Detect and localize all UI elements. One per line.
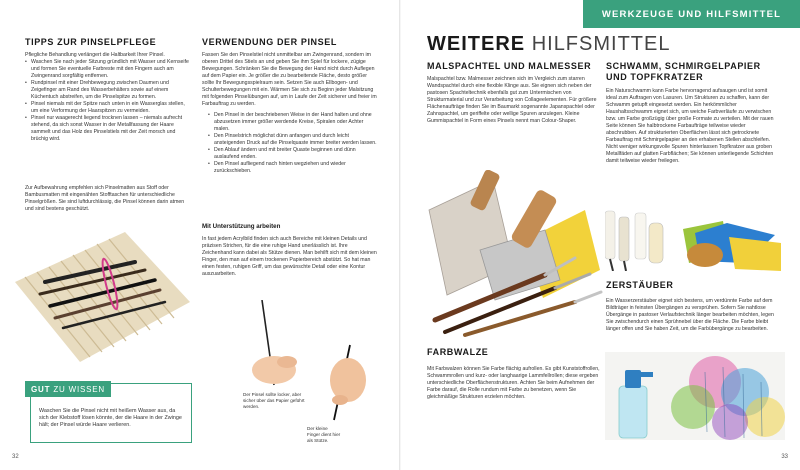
list-item: • Rundpinsel mit einer Drehbewegung zwischen Daumen und Zeigefinger am Rand des Wasserbehälters sowie auf einem Küchentuch abstreifen, um die Pinselspitze zu formen. — [25, 80, 193, 101]
page-title-light: HILFSMITTEL — [531, 33, 671, 55]
sponges-rollers-photo — [605, 203, 783, 271]
usage-heading: VERWENDUNG DER PINSEL — [202, 37, 337, 47]
storage-text: Zur Aufbewahrung empfehlen sich Pinselmatten aus Stoff oder Bambusmatten mit eingenähten Stofftaschen für unterschiedliche Pinselgrößen. Sie sind luftdurchlässig, die Pinsel können darin atmen und sind bestens geschützt. — [25, 185, 185, 212]
list-item: • Den Pinsel aufliegend nach hinten wegziehen und wieder zurückschieben. — [208, 161, 378, 175]
support-heading: Mit Unterstützung arbeiten — [202, 223, 281, 230]
spray-bottle-photo — [605, 352, 785, 440]
hand-brush-photo — [232, 300, 382, 430]
palette-knives-photo — [425, 170, 603, 340]
page-title — [427, 33, 670, 56]
farbwalze-heading: FARBWALZE — [427, 347, 489, 357]
page-title-bold: WEITERE — [427, 33, 526, 55]
support-text: In fast jedem Acrylbild finden sich auch Bereiche mit kleinen Details und präzisen Strichen, für die eine ruhige Hand unerlässlich ist. Ihre Zeichenhand kann dabei als Stütze dienen. Man behilft sich mit dem kleinen Finger, den man auf einem trockenen Papierbereich abstützt. So hat man einen festen, ruhigen Griff, um das gewünschte Detail oder eine Kontur auszuarbeiten. — [202, 236, 377, 277]
info-box-label-rest: ZU WISSEN — [53, 384, 105, 394]
info-box-label — [25, 381, 111, 397]
list-item: • Pinsel nur waagerecht liegend trocknen lassen – niemals aufrecht stehend, da sich sonst Wasser in der Metallfassung der Haare sammelt und das Holz des Pinselstiels mit der Zeit morsch und brüchig wird. — [25, 115, 193, 143]
spachtel-heading: MALSPACHTEL UND MALMESSER — [427, 61, 592, 71]
list-item: • Den Ablauf ändern und mit breiter Quaste beginnen und dünn auslaufend enden. — [208, 147, 378, 161]
tips-heading: TIPPS ZUR PINSELPFLEGE — [25, 37, 157, 47]
list-item: • Den Pinselstrich möglichst dünn anfangen und durch leicht ansteigenden Druck auf die Pinselquaste immer breiter werden lassen. — [208, 133, 378, 147]
caption-brush-grip: Der Pinsel sollte locker, aber sicher über das Papier geführt werden. — [243, 392, 305, 409]
info-box-label-bold: GUT — [31, 384, 51, 394]
tips-intro: Pflegliche Behandlung verlängert die Haltbarkeit Ihrer Pinsel. — [25, 52, 165, 58]
schwamm-text: Ein Naturschwamm kann Farbe hervorragend aufsaugen und ist somit ideal zum Auftragen von Lasuren. Um Strukturen zu schaffen, kann der Schwamm getupft eingesetzt werden. Ein herkömmlicher Haushaltsschwamm eignet sich, um weiche Farbverläufe zu verwischen bzw. um Farbe großzügig über große Formate zu verteilen. Mit der rauen Seite können Sie halbtrockene Farbaufträge teilweise wieder abschrubben. Auf strukturierten Oberflächen lässt sich getrocknete Farbauftrag mit Schmirgelpapier an den erhabenen Stellen abschleifen. Nicht weniger wirkungsvolle Spuren hinterlassen Topfkratzer aus groben Metallfäden auf glatten Farbflächen; Sie können unterliegende Schichten damit teilweise wieder freilegen. — [606, 88, 774, 164]
usage-list — [202, 112, 378, 175]
farbwalze-text: Mit Farbwalzen können Sie Farbe flächig aufrollen. Es gibt Kunststoffrollen, Schwammrollen und kurz- oder langhaarige Lammfellrollen; diese ergeben unterschiedliche Oberflächenstrukturen. Achten Sie beim Aufnehmen der Farbe darauf, die Rolle rundum mit Farbe zu benetzen, wenn Sie gleichmäßige Strukturen erzielen möchten. — [427, 366, 600, 400]
zerstaeuber-heading: ZERSTÄUBER — [606, 280, 674, 290]
spachtel-text: Malspachtel bzw. Malmesser zeichnen sich im Vergleich zum starren Wandspachtel durch eine flexible Klinge aus. Sie eignen sich neben der pastosen Spachteltechnik ebenfalls gut zum Untermischen von Strukturmaterial und zur Verarbeitung von Collageelementen. Für größere Flächenaufträge finden Sie im Baumarkt sogenannte Japanspachtel oder Zahnspachtel, um geriffelte oder wellige Spuren anzulegen. Kleine Gummispachtel in Form eines Pinsels nennt man Colour-Shaper. — [427, 76, 597, 124]
usage-block — [202, 52, 378, 175]
section-banner: WERKZEUGE UND HILFSMITTEL — [583, 0, 800, 28]
list-item: • Den Pinsel in der beschriebenen Weise in der Hand halten und ohne abzusetzen immer größer werdende Kreise, Spiralen oder Achter malen. — [208, 112, 378, 133]
page-number-right: 33 — [781, 454, 788, 460]
info-box-text: Waschen Sie die Pinsel nicht mit heißem Wasser aus, da sich der Klebstoff lösen könnte, der die Haare in der Zwinge hält; der Pinsel würde Haare verlieren. — [39, 408, 182, 428]
zerstaeuber-text: Ein Wasserzerstäuber eignet sich bestens, um verdünnte Farbe auf dem Bildträger in feinsten Übergängen zu versprühen. Sofern Sie nahtlose Übergänge in pastoser Verlaufstechnik länger bearbeiten möchten, legen Sie zwischendurch einen Sprühnebel über die Fläche. Die Farbe bleibt länger offen und Sie haben Zeit, um die Farbübergänge zu bearbeiten. — [606, 298, 774, 332]
caption-finger-support: Der kleine Finger dient hier als Stütze. — [307, 426, 341, 443]
brush-mat-photo — [5, 222, 195, 372]
tips-list — [25, 59, 193, 143]
list-item: • Pinsel niemals mit der Spitze nach unten in ein Wasserglas stellen, um eine Verformung der Haarspitzen zu vermeiden. — [25, 101, 193, 115]
page-number-left: 32 — [12, 454, 19, 460]
tips-block — [25, 52, 193, 143]
usage-intro: Fassen Sie den Pinselstiel nicht unmittelbar am Zwingenrand, sondern im oberen Drittel des Stiels an und geben Sie ihm Spiel für lockere, zügige Bewegungen. Schränken Sie die Bewegung der Hand nicht durch Auflegen auf dem Papier ein. Je größer die zu bearbeitende Fläche, desto größer sollte Ihr Bewegungsspielraum sein. Setzen Sie auch Ellbogen- und Schulterbewegungen mit ein. Wärmen Sie sich zu Beginn jeder Malsitzung mit folgenden Pinselübungen auf, um in Laufe der Zeit sicherer und freier im Farbauftrag zu werden. — [202, 52, 377, 107]
list-item: • Waschen Sie nach jeder Sitzung gründlich mit Wasser und Kernseife und formen Sie eventuelle Farbreste mit den Fingern auch am Zwingenrand sorgfältig entfernen. — [25, 59, 193, 80]
right-page — [400, 0, 800, 470]
schwamm-heading: SCHWAMM, SCHMIRGELPAPIER UND TOPFKRATZER — [606, 61, 761, 82]
